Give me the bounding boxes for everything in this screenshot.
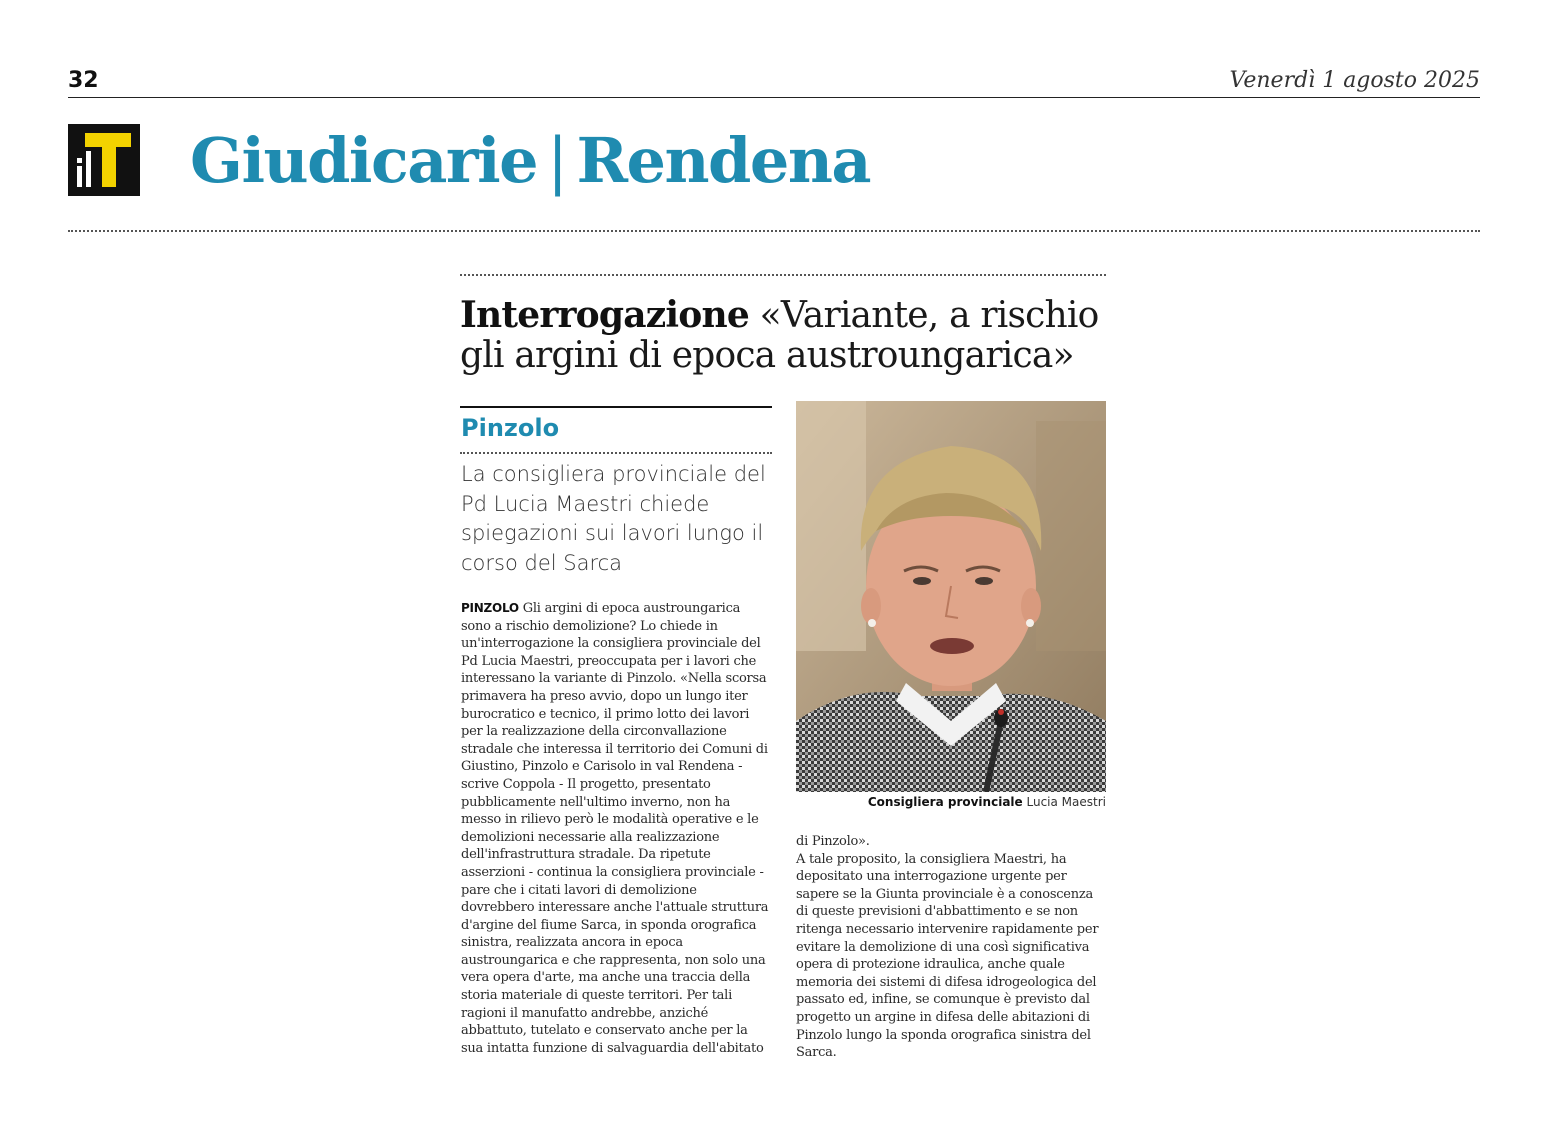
photo-caption	[796, 795, 1106, 809]
headline-text: «Variante, a rischio gli argini di epoca austroungarica»	[460, 295, 1099, 376]
section-name: Giudicarie	[190, 124, 538, 197]
page-number: 32	[68, 68, 99, 93]
section-dotted-rule	[68, 230, 1480, 232]
place-rule	[460, 406, 772, 408]
place-label: Pinzolo	[461, 414, 560, 442]
body-text-2b: A tale proposito, la consigliera Maestri, ha depositato una interrogazione urgente per sapere se la Giunta provinciale è a conoscenza di queste previsioni d'abbattimento e se non ritenga necessario intervenire rapidamente per evitare la demolizione di una così significativa opera di protezione idraulica, anche quale memoria dei sistemi di difesa idrogeologica del passato ed, infine, se comunque è previsto dal progetto un argine in difesa delle abitazioni di Pinzolo lungo la sponda orografica sinistra del Sarca.	[796, 851, 1099, 1061]
dateline: PINZOLO	[461, 601, 519, 615]
article-top-rule	[460, 274, 1106, 276]
caption-name: Lucia Maestri	[1026, 795, 1106, 809]
place-dotted-rule	[460, 452, 772, 454]
publication-date: Venerdì 1 agosto 2025	[1229, 68, 1480, 93]
article-summary: La consigliera provinciale del Pd Lucia Maestri chiede spiegazioni sui lavori lungo il corso del Sarca	[461, 462, 766, 575]
newspaper-logo	[68, 124, 140, 196]
article-body-column-2	[796, 833, 1108, 1062]
logo-graphic	[68, 124, 140, 196]
body-text-2a: di Pinzolo».	[796, 834, 870, 849]
article-body-column-1	[461, 600, 773, 1057]
article-headline	[460, 295, 1120, 376]
caption-role: Consigliera provinciale	[867, 795, 1023, 809]
section-separator: |	[547, 124, 567, 197]
portrait-illustration	[796, 401, 1106, 792]
headline-kicker: Interrogazione	[460, 294, 749, 336]
header-rule	[68, 97, 1480, 98]
section-title	[190, 124, 871, 197]
body-text-1: Gli argini di epoca austroungarica sono a rischio demolizione? Lo chiede in un'interrogazione la consigliera provinciale del Pd Lucia Maestri, preoccupata per i lavori che interessano la variante di Pinzolo. «Nella scorsa primavera ha preso avvio, dopo un lungo iter burocratico e tecnico, il primo lotto dei lavori per la realizzazione della circonvallazione stradale che interessa il territorio dei Comuni di Giustino, Pinzolo e Carisolo in val Rendena - scrive Coppola - Il progetto, presentato pubblicamente nell'ultimo inverno, non ha messo in rilievo però le modalità operative e le demolizioni necessarie alla realizzazione dell'infrastruttura stradale. Da ripetute asserzioni - continua la consigliera provinciale - pare che i citati lavori di demolizione dovrebbero interessare anche l'attuale struttura d'argine del fiume Sarca, in sponda orografica sinistra, realizzata ancora in epoca austroungarica e che rappresenta, non solo una vera opera d'arte, ma anche una traccia della storia materiale di queste territori. Per tali ragioni il manufatto andrebbe, anziché abbattuto, tutelato e conservato anche per la sua intatta funzione di salvaguardia dell'abitato	[461, 601, 769, 1056]
article-photo	[796, 401, 1106, 792]
subsection-name: Rendena	[576, 124, 871, 197]
